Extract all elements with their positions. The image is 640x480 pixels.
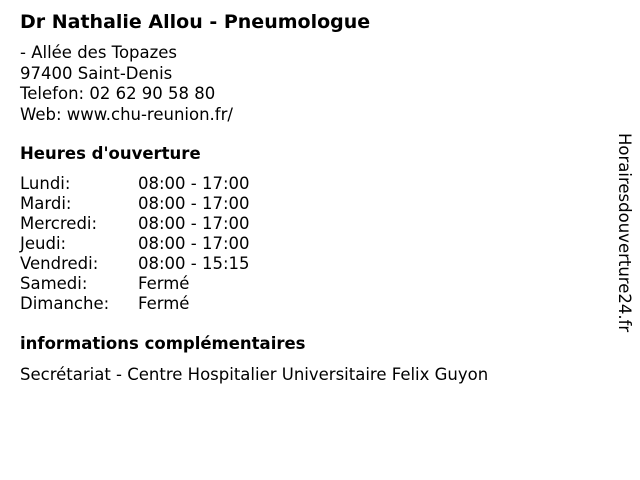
street-address: - Allée des Topazes (20, 43, 178, 62)
day-hours: 08:00 - 17:00 (138, 234, 250, 253)
additional-info-text: Secrétariat - Centre Hospitalier Universitaire Felix Guyon (20, 365, 489, 384)
day-hours: Fermé (138, 294, 190, 313)
additional-info-heading: informations complémentaires (20, 334, 306, 353)
hours-row-friday (20, 254, 250, 274)
hours-row-tuesday (20, 194, 250, 214)
day-hours: 08:00 - 17:00 (138, 174, 250, 193)
address-block (20, 43, 233, 125)
website: Web: www.chu-reunion.fr/ (20, 104, 233, 124)
hours-row-sunday (20, 294, 250, 314)
page-title: Dr Nathalie Allou - Pneumologue (20, 11, 371, 33)
day-label: Lundi: (20, 174, 71, 193)
day-label: Mardi: (20, 194, 72, 213)
day-hours: Fermé (138, 274, 190, 293)
day-hours: 08:00 - 15:15 (138, 254, 250, 273)
day-label: Vendredi: (20, 254, 99, 273)
site-watermark: Horairesdouverture24.fr (615, 133, 634, 333)
hours-row-monday (20, 174, 250, 194)
day-hours: 08:00 - 17:00 (138, 214, 250, 233)
day-label: Jeudi: (20, 234, 67, 253)
hours-row-thursday (20, 234, 250, 254)
day-label: Dimanche: (20, 294, 110, 313)
day-label: Samedi: (20, 274, 88, 293)
opening-hours-table (20, 174, 250, 314)
phone-number: Telefon: 02 62 90 58 80 (20, 84, 216, 103)
city: 97400 Saint-Denis (20, 63, 173, 83)
day-label: Mercredi: (20, 214, 98, 233)
hours-row-saturday (20, 274, 250, 294)
day-hours: 08:00 - 17:00 (138, 194, 250, 213)
hours-row-wednesday (20, 214, 250, 234)
opening-hours-heading: Heures d'ouverture (20, 144, 201, 163)
